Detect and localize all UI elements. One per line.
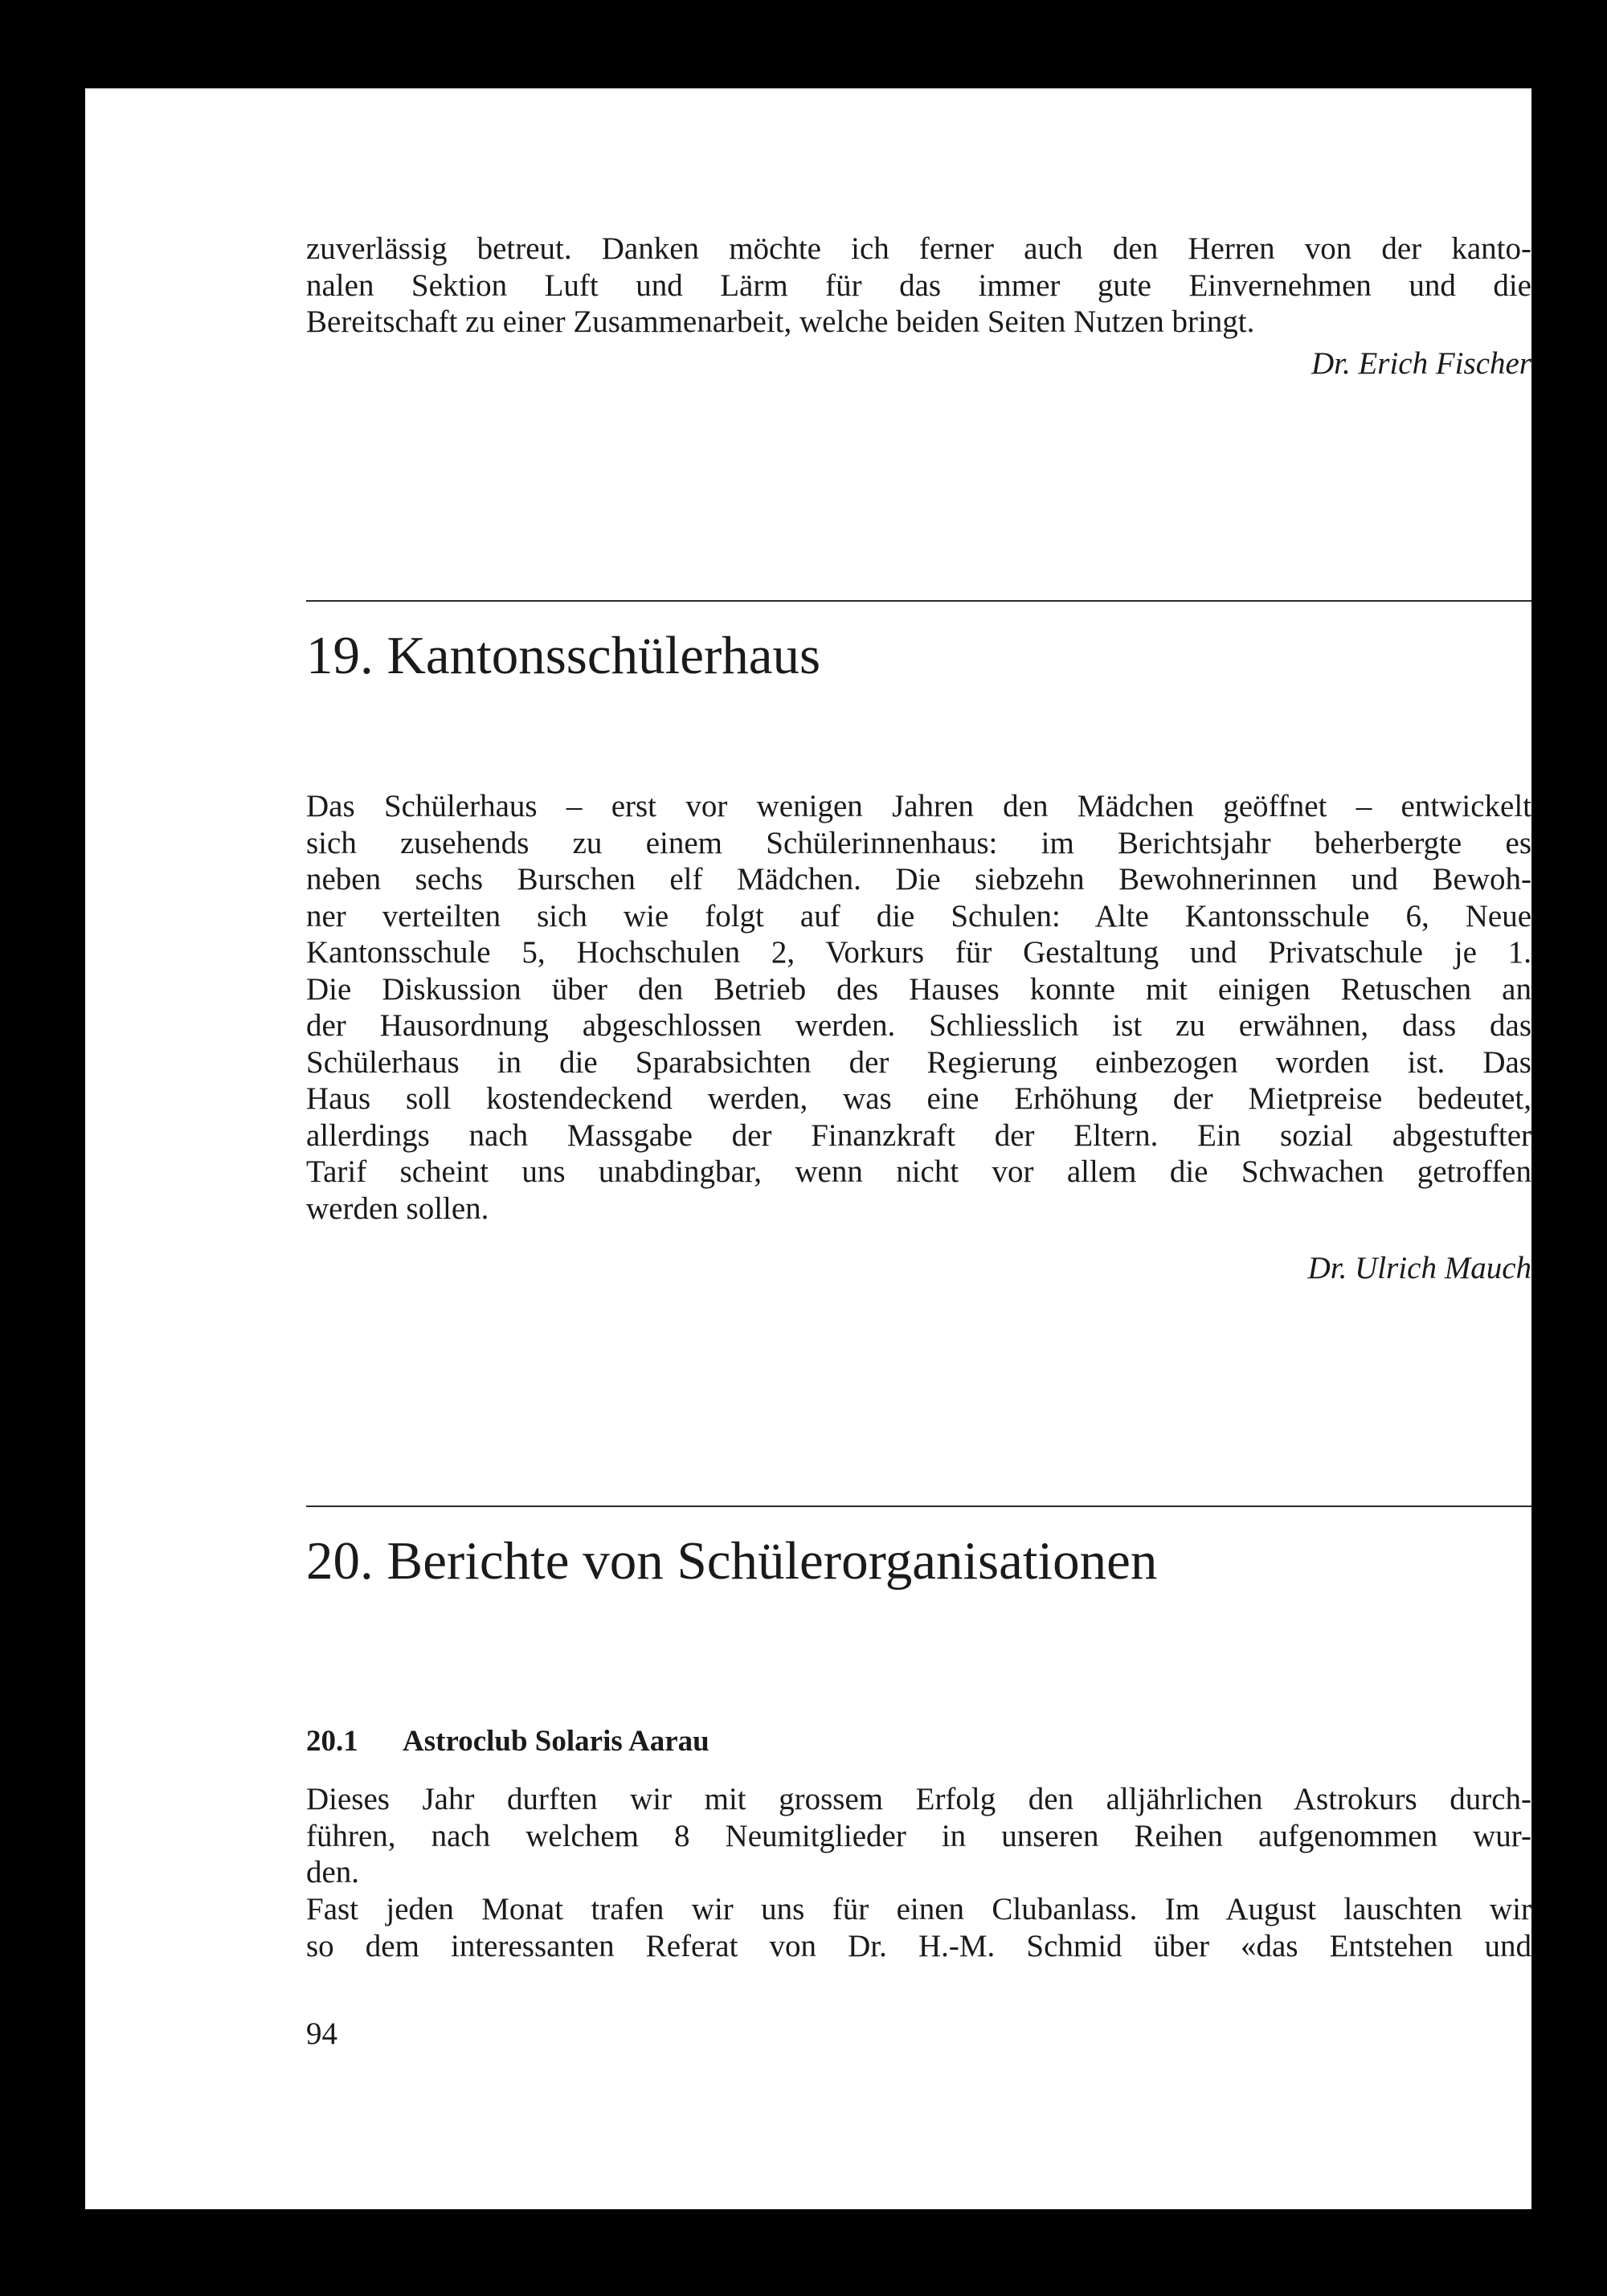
text-line: den. [306,1855,360,1890]
page-number: 94 [306,2016,337,2051]
subsection-paragraph-2 [306,1891,1531,1964]
section-divider [306,600,1531,602]
intro-paragraph [306,231,1531,341]
text-line: Die Diskussion über den Betrieb des Hauses konnte mit einigen Retuschen an [306,971,1531,1007]
text-line: führen, nach welchem 8 Neumitglieder in unseren Reihen aufgenommen wur- [306,1818,1531,1853]
text-line: Bereitschaft zu einer Zusammenarbeit, welche beiden Seiten Nutzen bringt. [306,304,1255,339]
subsection-paragraph-1 [306,1781,1531,1891]
text-line: allerdings nach Massgabe der Finanzkraft der Eltern. Ein sozial abgestufter [306,1117,1531,1153]
text-line: der Hausordnung abgeschlossen werden. Schliesslich ist zu erwähnen, dass das [306,1008,1531,1043]
document-page [85,88,1531,2209]
text-line: zuverlässig betreut. Danken möchte ich ferner auch den Herren von der kanto- [306,231,1531,266]
text-line: ner verteilten sich wie folgt auf die Schulen: Alte Kantonsschule 6, Neue [306,898,1531,934]
text-line: neben sechs Burschen elf Mädchen. Die siebzehn Bewohnerinnen und Bewoh- [306,862,1531,897]
text-line: Schülerhaus in die Sparabsichten der Regierung einbezogen worden ist. Das [306,1044,1531,1080]
text-line: so dem interessanten Referat von Dr. H.-M. Schmid über «das Entstehen und [306,1928,1531,1963]
subsection-number: 20.1 [306,1725,358,1758]
subsection-20-1-heading [306,1724,1531,1759]
text-line: Haus soll kostendeckend werden, was eine Erhöhung der Mietpreise bedeutet, [306,1081,1531,1116]
text-line: sich zusehends zu einem Schülerinnenhaus: im Berichtsjahr beherbergte es [306,825,1531,860]
section-19-signature: Dr. Ulrich Mauch [1307,1251,1531,1285]
text-line: Tarif scheint uns unabdingbar, wenn nicht vor allem die Schwachen getroffen [306,1154,1531,1189]
text-line: Fast jeden Monat trafen wir uns für einen Clubanlass. Im August lauschten wir [306,1892,1531,1926]
subsection-title: Astroclub Solaris Aarau [403,1725,709,1758]
text-line: Das Schülerhaus – erst vor wenigen Jahren den Mädchen geöffnet – entwickelt [306,789,1531,823]
text-line: Kantonsschule 5, Hochschulen 2, Vorkurs für Gestaltung und Privatschule je 1. [306,935,1531,970]
text-line: nalen Sektion Luft und Lärm für das immer gute Einvernehmen und die [306,268,1531,303]
text-line: Dieses Jahr durften wir mit grossem Erfolg den alljährlichen Astrokurs durch- [306,1782,1531,1816]
text-line: werden sollen. [306,1191,489,1226]
section-divider [306,1505,1531,1507]
section-19-paragraph [306,788,1531,1227]
intro-signature: Dr. Erich Fischer [1311,346,1531,381]
section-19-heading: 19. Kantonsschülerhaus [306,626,821,685]
section-20-heading: 20. Berichte von Schülerorganisationen [306,1531,1158,1591]
